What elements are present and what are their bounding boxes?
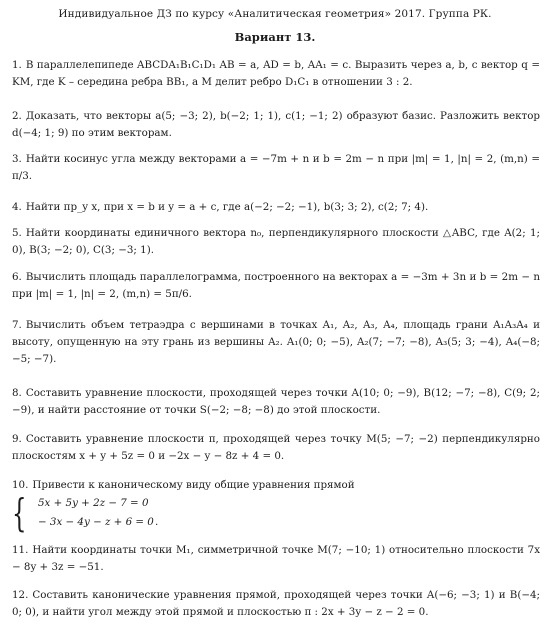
problem-text: В параллелепипеде ABCDA₁B₁C₁D₁ AB = a, AD = b, AA₁ = c. Выразить через a, b, c вектор q = KM, где K – середина ребра BB₁, а M делит ребро D₁C₁ в отношении 3 : 2. — [12, 59, 540, 88]
problem-text: Найти координаты точки M₁, симметричной точке M(7; −10; 1) относительно плоскости 7x − 8y + 3z = −51. — [12, 544, 540, 573]
problem-text: Привести к каноническому виду общие уравнения прямой — [32, 479, 355, 491]
problem-number: 7. — [12, 319, 22, 331]
document-header: Индивидуальное ДЗ по курсу «Аналитическая геометрия» 2017. Группа РК. — [58, 8, 492, 20]
problem-number: 10. — [12, 479, 29, 491]
problem-text: Составить уравнение плоскости π, проходящей через точку M(5; −7; −2) перпендикулярно плоскостям x + y + 5z = 0 и −2x − y − 8z + 4 = 0. — [12, 433, 540, 462]
problem-6 — [12, 269, 540, 303]
problem-12 — [12, 587, 540, 621]
problem-10 — [12, 477, 540, 494]
problem-number: 5. — [12, 227, 22, 239]
problem-1 — [12, 57, 540, 91]
left-brace: { — [12, 491, 27, 535]
problem-number: 1. — [12, 59, 22, 71]
problem-4 — [12, 199, 540, 216]
problem-number: 11. — [12, 544, 29, 556]
equation-system — [12, 491, 212, 538]
problem-5 — [12, 225, 540, 259]
problem-number: 8. — [12, 387, 22, 399]
problem-text: Найти пр_y x, при x = b и y = a + c, где a(−2; −2; −1), b(3; 3; 2), c(2; 7; 4). — [25, 201, 429, 213]
problem-11 — [12, 542, 540, 576]
variant-title: Вариант 13. — [234, 30, 316, 44]
problem-text: Вычислить объем тетраэдра с вершинами в точках A₁, A₂, A₃, A₄, площадь грани A₁A₃A₄ и высоту, опущенную на эту грань из вершины A₂. A₁(0; 0; −5), A₂(7; −7; −8), A₃(5; 3; −4), A₄(−8; −5; −7). — [12, 319, 540, 365]
problem-8 — [12, 385, 540, 419]
problem-text: Доказать, что векторы a(5; −3; 2), b(−2; 1; 1), c(1; −1; 2) образуют базис. Разложить вектор d(−4; 1; 9) по этим векторам. — [12, 110, 540, 139]
problem-number: 9. — [12, 433, 22, 445]
problem-2 — [12, 108, 540, 142]
problem-text: Найти координаты единичного вектора n₀, перпендикулярного плоскости △ABC, где A(2; 1; 0), B(3; −2; 0), C(3; −3; 1). — [12, 227, 540, 256]
problem-number: 3. — [12, 153, 22, 165]
problem-text: Составить уравнение плоскости, проходящей через точки A(10; 0; −9), B(12; −7; −8), C(9; 2; −9), и найти расстояние от точки S(−2; −8; −8) до этой плоскости. — [12, 387, 540, 416]
problem-text: Составить канонические уравнения прямой, проходящей через точки A(−6; −3; 1) и B(−4; 0; 0), и найти угол между этой прямой и плоскостью π : 2x + 3y − z − 2 = 0. — [12, 589, 540, 618]
problem-text: Вычислить площадь параллелограмма, построенного на векторах a = −3m + 3n и b = 2m − n при |m| = 1, |n| = 2, (m,n) = 5π/6. — [12, 271, 540, 300]
system-end-period: . — [155, 516, 159, 528]
system-equation-1: 5x + 5y + 2z − 7 = 0 — [38, 497, 149, 509]
system-equation-2: − 3x − 4y − z + 6 = 0 — [38, 516, 154, 528]
problem-7 — [12, 317, 540, 368]
problem-9 — [12, 431, 540, 465]
problem-3 — [12, 151, 540, 185]
problem-text: Найти косинус угла между векторами a = −7m + n и b = 2m − n при |m| = 1, |n| = 2, (m,n) = π/3. — [12, 153, 540, 182]
problem-number: 2. — [12, 110, 22, 122]
problem-number: 4. — [12, 201, 22, 213]
problem-number: 12. — [12, 589, 29, 601]
problem-number: 6. — [12, 271, 22, 283]
